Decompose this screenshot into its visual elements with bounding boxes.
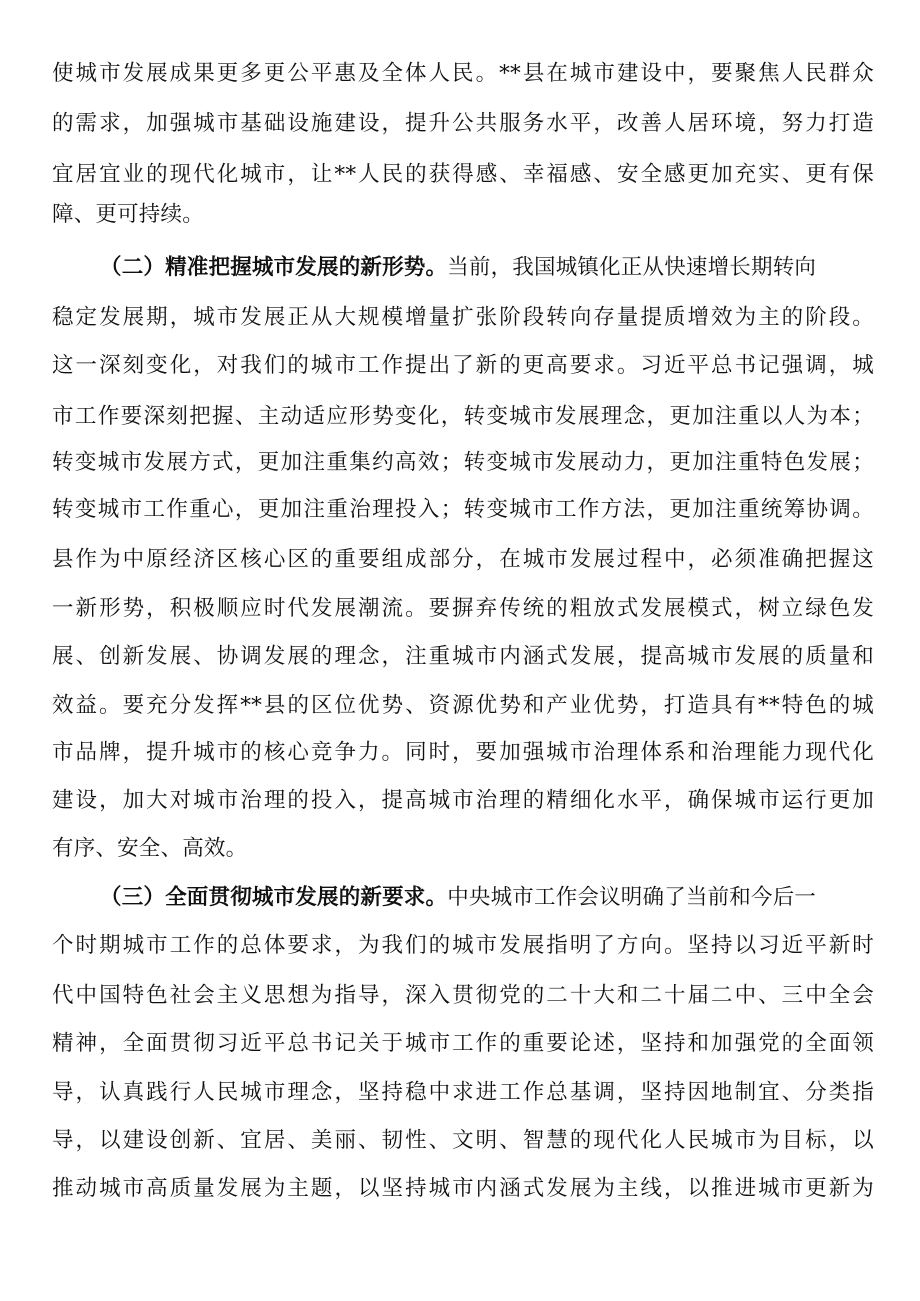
section-3-text: 中央城市工作会议明确了当前和今后一 — [447, 885, 817, 910]
paragraph-line: 展、创新发展、协调发展的理念，注重城市内涵式发展，提高城市发展的质量和 — [52, 644, 874, 669]
paragraph-line: 导，以建设创新、宜居、美丽、韧性、文明、智慧的现代化人民城市为目标，以 — [52, 1128, 874, 1153]
paragraph-line: 宜居宜业的现代化城市，让**人民的获得感、幸福感、安全感更加充实、更有保 — [52, 162, 874, 187]
paragraph-line: 推动城市高质量发展为主题，以坚持城市内涵式发展为主线，以推进城市更新为 — [52, 1176, 874, 1201]
section-2-heading: （二）精准把握城市发展的新形势。 — [100, 255, 448, 280]
paragraph-line: 使城市发展成果更多更公平惠及全体人民。**县在城市建设中，要聚焦人民群众 — [52, 61, 874, 86]
paragraph-line: 障、更可持续。 — [52, 202, 204, 227]
paragraph-line: 市品牌，提升城市的核心竞争力。同时，要加强城市治理体系和治理能力现代化 — [52, 740, 874, 765]
paragraph-line: 有序、安全、高效。 — [52, 836, 248, 861]
paragraph-line: 建设，加大对城市治理的投入，提高城市治理的精细化水平，确保城市运行更加 — [52, 788, 874, 813]
paragraph-line: 效益。要充分发挥**县的区位优势、资源优势和产业优势，打造具有**特色的城 — [52, 693, 874, 718]
paragraph-line: 精神，全面贯彻习近平总书记关于城市工作的重要论述，坚持和加强党的全面领 — [52, 1031, 874, 1056]
paragraph-line: 一新形势，积极顺应时代发展潮流。要摒弃传统的粗放式发展模式，树立绿色发 — [52, 596, 874, 621]
section-3-heading: （三）全面贯彻城市发展的新要求。 — [100, 885, 448, 910]
section-2-first-line — [100, 248, 874, 288]
paragraph-line: 市工作要深刻把握、主动适应形势变化，转变城市发展理念，更加注重以人为本； — [52, 404, 874, 429]
paragraph-line: 稳定发展期，城市发展正从大规模增量扩张阶段转向存量提质增效为主的阶段。 — [52, 305, 874, 330]
paragraph-line: 导，认真践行人民城市理念，坚持稳中求进工作总基调，坚持因地制宜、分类指 — [52, 1080, 874, 1105]
paragraph-line: 转变城市发展方式，更加注重集约高效；转变城市发展动力，更加注重特色发展； — [52, 450, 874, 475]
paragraph-line: 县作为中原经济区核心区的重要组成部分，在城市发展过程中，必须准确把握这 — [52, 547, 874, 572]
paragraph-line: 这一深刻变化，对我们的城市工作提出了新的更高要求。习近平总书记强调，城 — [52, 353, 874, 378]
paragraph-line: 个时期城市工作的总体要求，为我们的城市发展指明了方向。坚持以习近平新时 — [52, 933, 874, 958]
section-3-first-line — [100, 878, 874, 918]
paragraph-line: 代中国特色社会主义思想为指导，深入贯彻党的二十大和二十届二中、三中全会 — [52, 983, 874, 1008]
paragraph-line: 转变城市工作重心，更加注重治理投入；转变城市工作方法，更加注重统筹协调。 — [52, 497, 874, 522]
section-2-text: 当前，我国城镇化正从快速增长期转向 — [447, 255, 817, 280]
paragraph-line: 的需求，加强城市基础设施建设，提升公共服务水平，改善人居环境，努力打造 — [52, 111, 874, 136]
